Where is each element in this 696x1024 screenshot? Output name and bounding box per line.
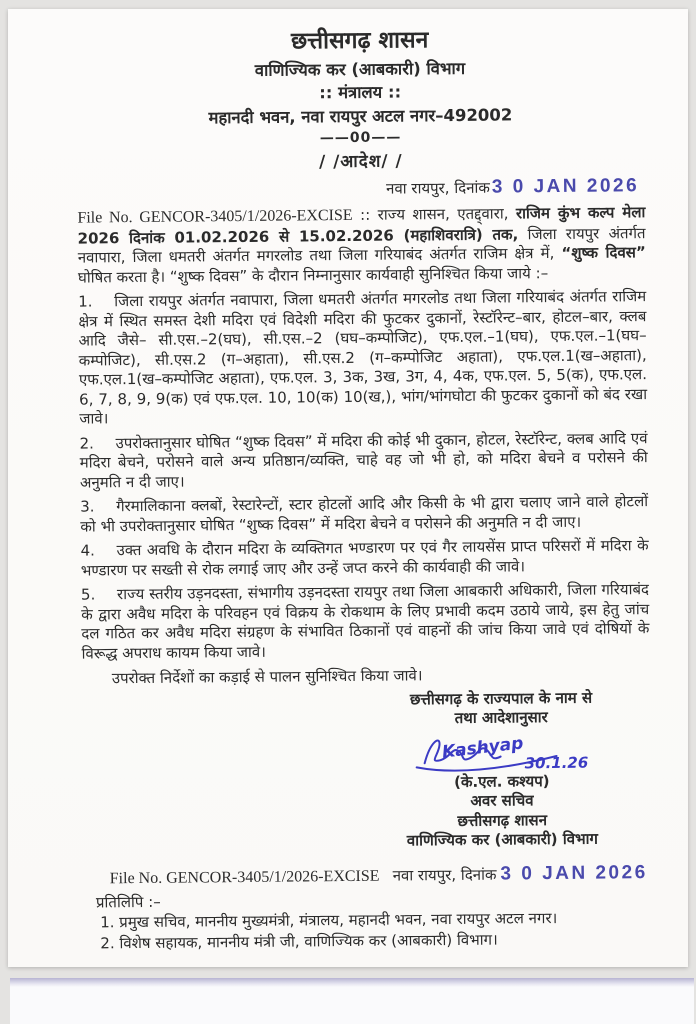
item-text: जिला रायपुर अंतर्गत नवापारा, जिला धमतरी अंतर्गत मगरलोड तथा जिला गरियाबंद अंतर्गत राजिम क्षेत्र में स्थित समस्त देशी मदिरा एवं विदेशी मदिरा की फुटकर दुकानों, रेस्टॉरेन्ट–बार, होटल–बार, क्लब आदि जैसे– सी.एस.–2(घघ), सी.एस.–2 (घघ–कम्पोजिट), एफ.एल.–1(घघ), एफ.एल.–1(घघ–कम्पोजिट), सी.एस.2 (ग–अहाता), सी.एस.2 (ग–कम्पोजिट अहाता), एफ.एल.1(ख–अहाता), एफ.एल.1(ख–कम्पोजिट अहाता), एफ.एल. 3, 3क, 3ख, 3ग, 4, 4क, एफ.एल. 5, 5(क), एफ.एल. 6, 7, 8, 9, 9(क) एवं एफ.एल. 10, 10(क) 10(ख,), भांग/भांगघोटा की फुटकर दुकानों को बंद रखा जावे। [78, 287, 648, 429]
order-item-3 [80, 493, 648, 537]
footer-dateline [393, 861, 648, 888]
letterhead [76, 24, 645, 176]
signature-scribble-icon [406, 728, 596, 774]
signatory-designation: अवर सचिव [470, 791, 534, 811]
signature-block [366, 688, 638, 852]
order-item-2 [79, 429, 648, 493]
item-number: 3. [80, 497, 95, 517]
item-number: 1. [78, 292, 93, 312]
footer-file-row [110, 861, 648, 891]
order-item-1 [78, 288, 647, 430]
signatory-org: छत्तीसगढ़ शासन [457, 811, 548, 830]
header-separator: ——00—— [319, 129, 402, 147]
department-line: वाणिज्यिक कर (आबकारी) विभाग [254, 58, 466, 80]
next-page-edge [10, 978, 694, 1024]
address-line: महानदी भवन, नवा रायपुर अटल नगर–492002 [208, 105, 513, 128]
order-item-4 [81, 537, 649, 581]
signatory-dept: वाणिज्यिक कर (आबकारी) विभाग [406, 830, 599, 850]
item-number: 2. [79, 434, 94, 453]
date-stamp: 3 0 JAN 2026 [491, 175, 640, 199]
file-number: File No. GENCOR-3405/1/2026-EXCISE [77, 207, 353, 227]
intro-tail: घोषित करता है। “शुष्क दिवस” के दौरान निम्नानुसार कार्यवाही सुनिश्चित किया जाये :– [77, 264, 549, 287]
item-number: 4. [80, 541, 95, 561]
next-page-shadow [10, 978, 694, 987]
order-item-5 [81, 581, 650, 664]
authority-line-2: तथा आदेशानुसार [454, 708, 548, 728]
intro-lead: राज्य शासन, एतद्द्वारा, [377, 204, 509, 224]
footer-place-label: नवा रायपुर, दिनांक [392, 865, 497, 885]
order-heading: / /आदेश/ / [318, 151, 403, 173]
closing-line: उपरोक्त निर्देशों का कड़ाई से पालन सुनिश्चित किया जावे। [111, 666, 423, 688]
handwritten-signature [366, 727, 636, 774]
footer [84, 861, 653, 954]
footer-file-number: File No. GENCOR-3405/1/2026-EXCISE [109, 867, 380, 888]
page-content [8, 9, 688, 967]
item-text: गैरमालिकाना क्लबों, रेस्टारेन्टों, स्टार होटलों आदि और किसी के भी द्वारा चलाए जाने वाले होटलों को भी उपरोक्तानुसार घोषित “शुष्क दिवस” में मदिरा बेचने व परोसने की अनुमति न दी जाए। [80, 492, 649, 536]
copy-heading: प्रतिलिपि :– [95, 892, 161, 912]
intro-separator: :: [360, 205, 371, 225]
document-page [8, 9, 688, 967]
dateline-place-label: नवा रायपुर, दिनांक [385, 179, 490, 199]
dateline [77, 175, 639, 205]
item-text: राज्य स्तरीय उड़नदस्ता, संभागीय उड़नदस्ता रायपुर तथा जिला आबकारी अधिकारी, जिला गरियाबंद के द्वारा अवैध मदिरा के परिवहन एवं विक्रय के रोकथाम के लिए प्रभावी कदम उठाये जाये, इस हेतु जांच दल गठित कर अवैध मदिरा संग्रहण के संभावित ठिकानों एवं वाहनों की जांच किया जावे एवं दोषियों के विरूद्ध अपराध कायम किया जावे। [81, 580, 650, 663]
intro-mid: जिला रायपुर अंतर्गत नवापारा, जिला धमतरी अंतर्गत मगरलोड तथा जिला गरियाबंद अंतर्गत राजिम क्षेत्र में, [77, 224, 646, 268]
intro-event-bold: राजिम कुंभ कल्प मेला 2026 दिनांक 01.02.2026 से 15.02.2026 (महाशिवरात्रि) तक, [77, 203, 646, 248]
copy-item-1: 1. प्रमुख सचिव, माननीय मुख्यमंत्री, मंत्रालय, महानदी भवन, नवा रायपुर अटल नगर। [100, 909, 558, 932]
signature-handwritten-date: 30.1.26 [524, 753, 589, 773]
copy-item-2: 2. विशेष सहायक, माननीय मंत्री जी, वाणिज्यिक कर (आबकारी) विभाग। [100, 930, 498, 953]
signatory-name: (के.एल. कश्यप) [454, 772, 550, 791]
intro-dry-day-bold: “शुष्क दिवस” [561, 243, 646, 263]
ministry-line: :: मंत्रालय :: [319, 82, 402, 103]
item-text: उक्त अवधि के दौरान मदिरा के व्यक्तिगत भण्डारण पर एवं गैर लायसेंस प्राप्त परिसरों में मदिरा के भण्डारण पर सख्ती से रोक लगाई जाए और उन्हें जप्त करने की कार्यवाही की जावे। [80, 536, 649, 580]
government-title: छत्तीसगढ़ शासन [290, 27, 429, 55]
intro-paragraph [77, 203, 646, 288]
authority-line-1: छत्तीसगढ़ के राज्यपाल के नाम से [409, 688, 593, 709]
footer-date-stamp: 3 0 JAN 2026 [500, 862, 648, 885]
signature-name-scrawl: Kashyap [441, 733, 525, 763]
item-text: उपरोक्तानुसार घोषित “शुष्क दिवस” में मदिरा की कोई भी दुकान, होटल, रेस्टॉरेन्ट, क्लब आदि एवं मदिरा बेचने, परोसने वाले अन्य प्रतिष्ठान/व्यक्ति, चाहे वह जो भी हो, को मदिरा बेचने व परोसने की अनुमति न दी जाए। [79, 429, 648, 492]
item-number: 5. [80, 585, 96, 605]
